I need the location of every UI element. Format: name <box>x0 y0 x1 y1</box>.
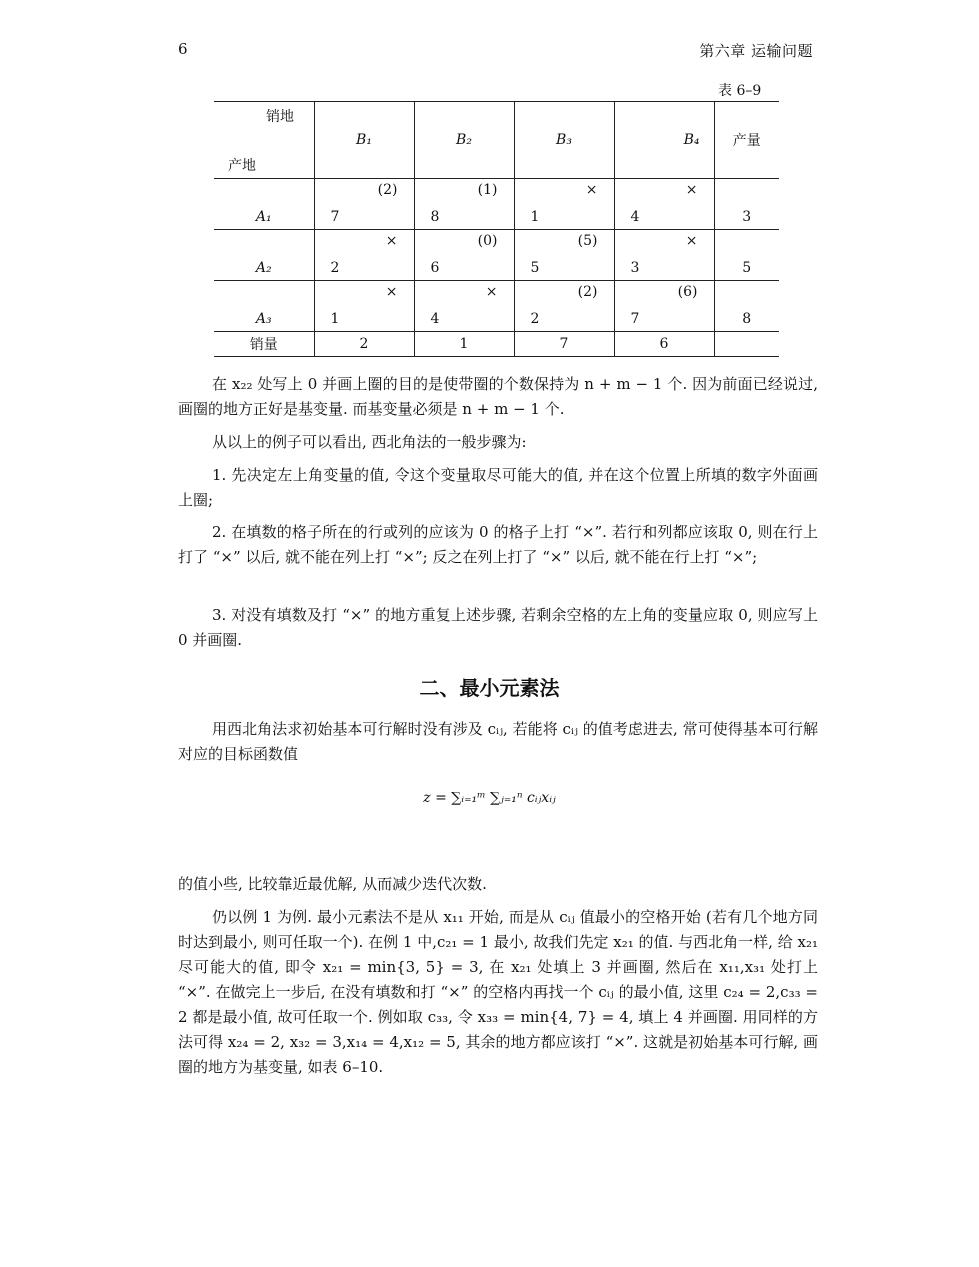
cell-mark: (5) <box>577 233 598 249</box>
demand-label: 销量 <box>214 332 314 357</box>
cell-cost: 4 <box>430 311 440 327</box>
cell-mark: × <box>385 284 398 300</box>
row-label: A₃ <box>255 311 272 327</box>
column-header: B₁ <box>314 102 414 179</box>
transport-table <box>214 101 779 357</box>
cell-mark: (0) <box>477 233 498 249</box>
supply-header: 产量 <box>714 102 779 179</box>
cell-mark: (6) <box>677 284 698 300</box>
row-header-cell <box>214 281 314 332</box>
formula: z = ∑ᵢ₌₁ᵐ ∑ⱼ₌₁ⁿ cᵢⱼxᵢⱼ <box>423 790 556 806</box>
table-cell <box>314 281 414 332</box>
supply-value: 5 <box>742 260 752 276</box>
paragraph: 在 x₂₂ 处写上 0 并画上圈的目的是使带圈的个数保持为 n + m − 1 个. 因为前面已经说过, 画圈的地方正好是基变量. 而基变量必须是 n + m − 1 个. <box>178 375 818 418</box>
column-header: B₄ <box>614 102 714 179</box>
paragraph: 2. 在填数的格子所在的行或列的应该为 0 的格子上打 “×”. 若行和列都应该取 0, 则在行上打了 “×” 以后, 就不能在列上打 “×”; 反之在列上打了 “×” 以后, 就不能在行上打 “×”; <box>178 523 818 566</box>
section-heading: 二、最小元素法 <box>419 676 560 700</box>
cell-cost: 7 <box>330 209 340 225</box>
column-header: B₂ <box>414 102 514 179</box>
paragraph: 仍以例 1 为例. 最小元素法不是从 x₁₁ 开始, 而是从 cᵢⱼ 值最小的空格开始 (若有几个地方同时达到最小, 则可任取一个). 在例 1 中,c₂₁ = 1 最小, 故我们先定 x₂₁ 的值. 与西北角一样, 给 x₂₁ 尽可能大的值, 即令 x₂₁ = min{3, 5} = 3, 在 x₂₁ 处填上 3 并画圈, 然后在 x₁₁,x₃₁ 处打上 “×”. 在做完上一步后, 在没有填数和打 “×” 的空格内再找一个 cᵢⱼ 的最小值, 这里 c₂₄ = 2,c₃₃ = 2 都是最小值, 故可任取一个. 例如取 c₃₃, 令 x₃₃ = min{4, 7} = 4, 填上 4 并画圈. 用同样的方法可得 x₂₄ = 2, x₃₂ = 3,x₁₄ = 4,x₁₂ = 5, 其余的地方都应该打 “×”. 这就是初始基本可行解, 画圈的地方为基变量, 如表 6–10. <box>178 908 818 1076</box>
demand-value: 1 <box>414 332 514 357</box>
cell-mark: (2) <box>377 182 398 198</box>
table-cell <box>514 230 614 281</box>
corner-origin-label: 产地 <box>228 158 256 174</box>
table-cell <box>614 230 714 281</box>
table-cell <box>414 230 514 281</box>
table-cell <box>314 179 414 230</box>
demand-empty-cell <box>714 332 779 357</box>
table-cell <box>514 281 614 332</box>
row-label: A₂ <box>255 260 272 276</box>
row-header-cell <box>214 179 314 230</box>
paragraph: 3. 对没有填数及打 “×” 的地方重复上述步骤, 若剩余空格的左上角的变量应取 0, 则应写上 0 并画圈. <box>178 606 818 649</box>
table-cell <box>514 179 614 230</box>
cell-mark: × <box>485 284 498 300</box>
table-cell <box>314 230 414 281</box>
cell-cost: 5 <box>530 260 540 276</box>
cell-cost: 1 <box>330 311 340 327</box>
demand-value: 7 <box>514 332 614 357</box>
supply-cell <box>714 179 779 230</box>
cell-mark: (2) <box>577 284 598 300</box>
supply-cell <box>714 281 779 332</box>
cell-cost: 2 <box>530 311 540 327</box>
corner-sales-label: 销地 <box>266 109 294 125</box>
cell-mark: (1) <box>477 182 498 198</box>
paragraph: 1. 先决定左上角变量的值, 令这个变量取尽可能大的值, 并在这个位置上所填的数字外面画上圈; <box>178 466 818 509</box>
cell-cost: 3 <box>630 260 640 276</box>
cell-cost: 6 <box>430 260 440 276</box>
table-cell <box>414 281 514 332</box>
table-caption: 表 6–9 <box>718 83 762 99</box>
paragraph: 用西北角法求初始基本可行解时没有涉及 cᵢⱼ, 若能将 cᵢⱼ 的值考虑进去, 常可使得基本可行解对应的目标函数值 <box>178 720 818 763</box>
supply-value: 8 <box>742 311 752 327</box>
table-cell <box>414 179 514 230</box>
supply-cell <box>714 230 779 281</box>
cell-mark: × <box>685 182 698 198</box>
paragraph: 的值小些, 比较靠近最优解, 从而减少迭代次数. <box>178 875 487 893</box>
cell-cost: 8 <box>430 209 440 225</box>
cell-mark: × <box>685 233 698 249</box>
cell-mark: × <box>385 233 398 249</box>
page-number: 6 <box>178 40 188 58</box>
cell-cost: 1 <box>530 209 540 225</box>
cell-cost: 2 <box>330 260 340 276</box>
supply-value: 3 <box>742 209 752 225</box>
running-head: 第六章 运输问题 <box>699 42 813 60</box>
paragraph: 从以上的例子可以看出, 西北角法的一般步骤为: <box>212 433 527 451</box>
table-cell <box>614 281 714 332</box>
row-label: A₁ <box>255 209 272 225</box>
cell-cost: 7 <box>630 311 640 327</box>
cell-cost: 4 <box>630 209 640 225</box>
demand-value: 6 <box>614 332 714 357</box>
demand-value: 2 <box>314 332 414 357</box>
row-header-cell <box>214 230 314 281</box>
table-corner-cell <box>214 102 314 179</box>
cell-mark: × <box>585 182 598 198</box>
column-header: B₃ <box>514 102 614 179</box>
table-cell <box>614 179 714 230</box>
